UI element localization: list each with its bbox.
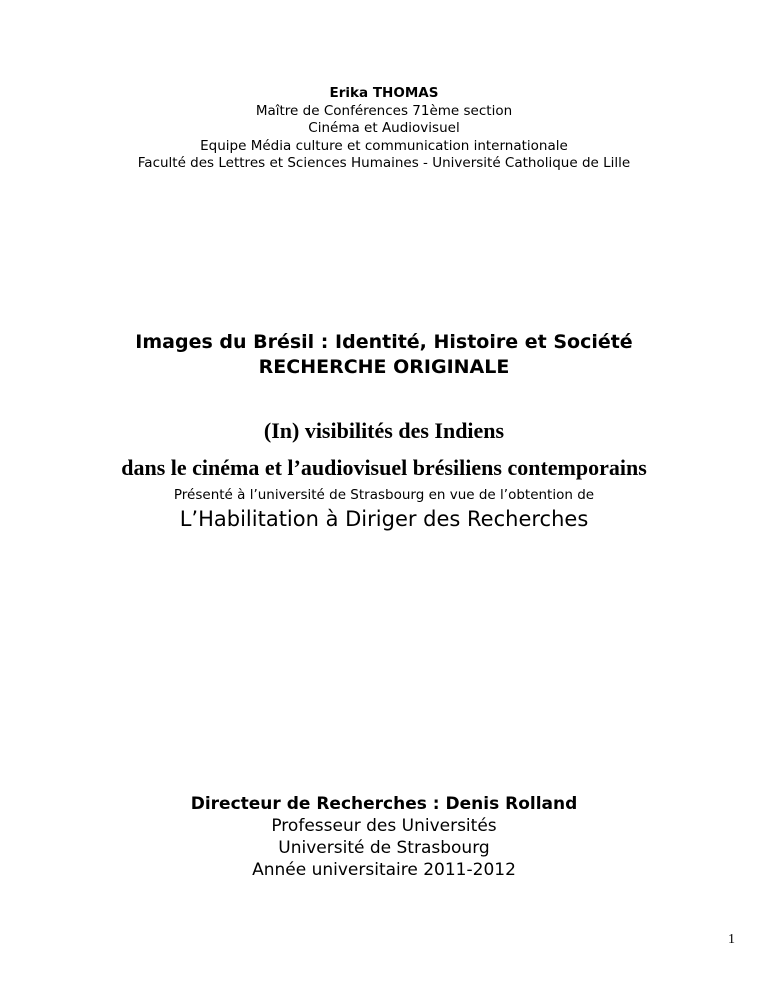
author-name: Erika THOMAS — [329, 85, 439, 101]
author-faculty: Faculté des Lettres et Sciences Humaines - Université Catholique de Lille — [137, 155, 631, 171]
author-position: Maître de Conférences 71ème section — [255, 102, 513, 119]
sub-title: RECHERCHE ORIGINALE — [258, 356, 510, 378]
author-discipline: Cinéma et Audiovisuel — [308, 120, 460, 136]
director-name: Directeur de Recherches : Denis Rolland — [190, 794, 578, 814]
director-block — [0, 793, 768, 881]
thesis-title-line-1: (In) visibilités des Indiens — [263, 418, 505, 443]
director-university: Université de Strasbourg — [278, 838, 490, 858]
presentation-note: Présenté à l’université de Strasbourg en vue de l’obtention de — [173, 487, 595, 503]
director-title: Professeur des Universités — [271, 816, 497, 836]
author-header — [0, 85, 768, 173]
main-title: Images du Brésil : Identité, Histoire et Société — [135, 331, 633, 353]
page-number: 1 — [728, 932, 735, 947]
thesis-title — [0, 412, 768, 486]
degree-title: L’Habilitation à Diriger des Recherches — [179, 507, 589, 531]
document-titles — [0, 330, 768, 380]
thesis-title-line-2: dans le cinéma et l’audiovisuel brésiliens contemporains — [121, 455, 647, 480]
academic-year: Année universitaire 2011-2012 — [252, 860, 516, 880]
author-team: Equipe Média culture et communication internationale — [200, 137, 568, 154]
